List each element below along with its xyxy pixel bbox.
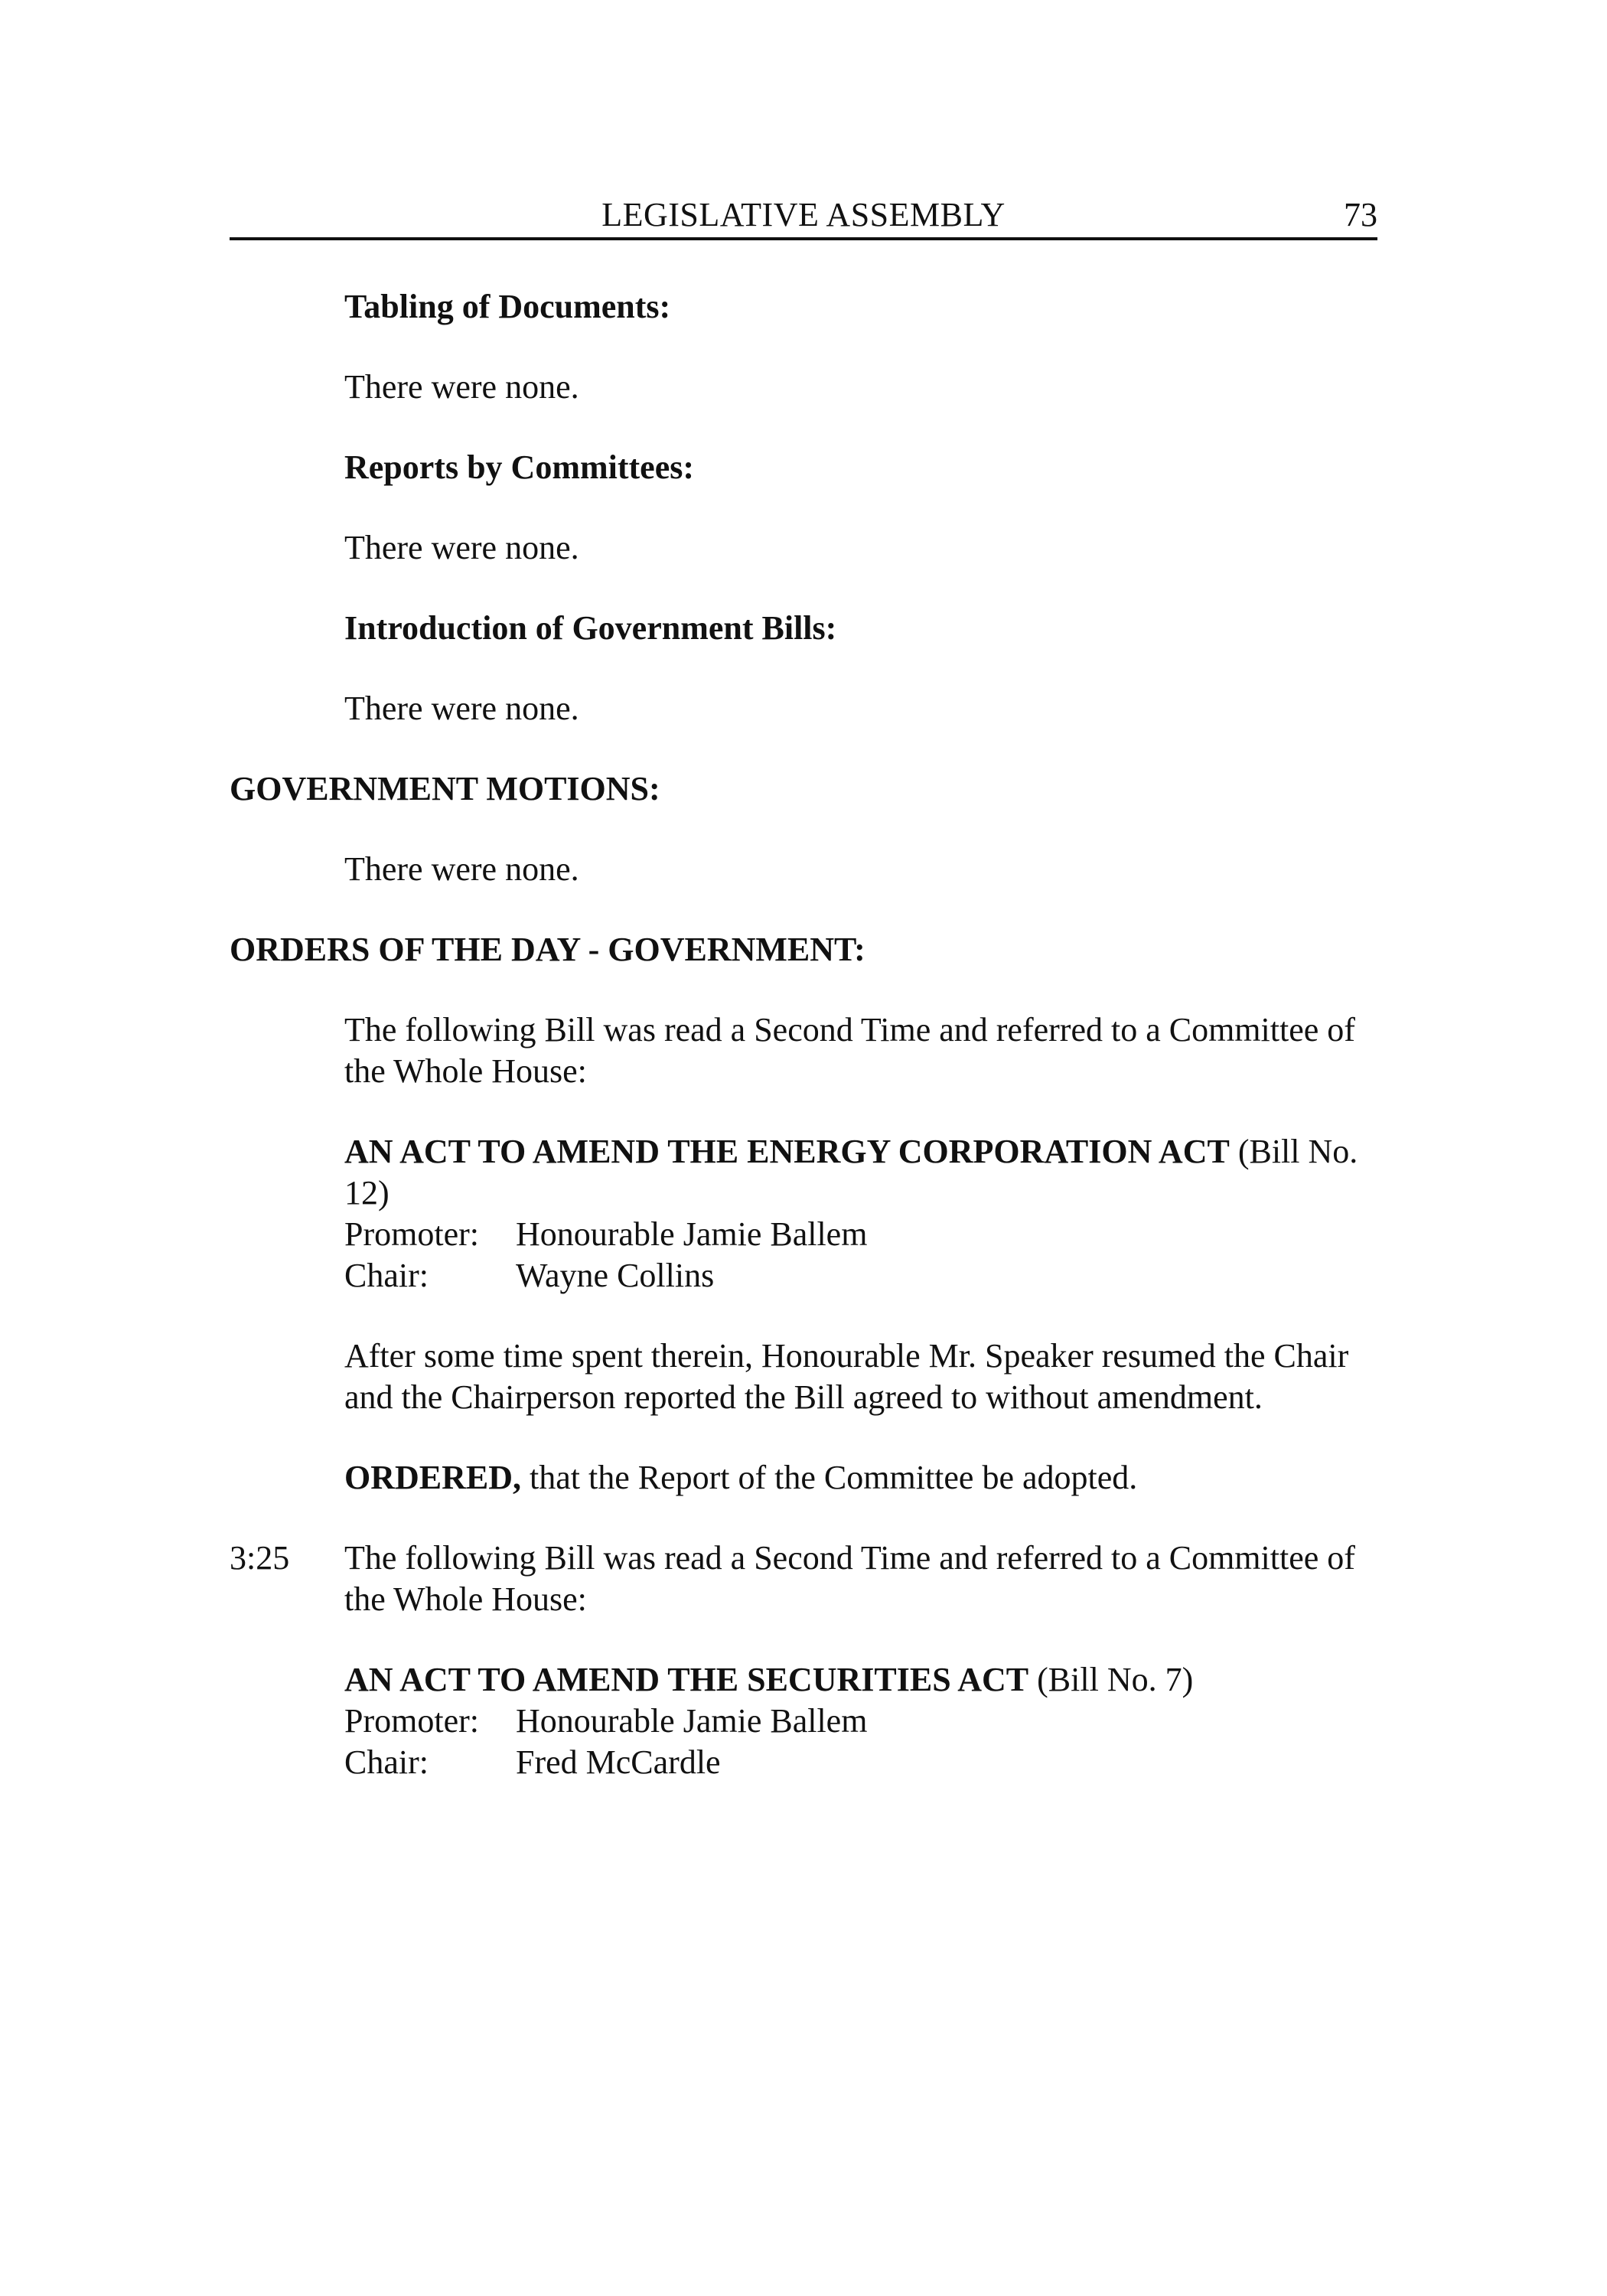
- gov-motions-text: There were none.: [344, 850, 579, 888]
- bill1-chair-row: [344, 1255, 714, 1296]
- orders-para2-line2: the Whole House:: [344, 1580, 587, 1618]
- reports-text: There were none.: [344, 529, 579, 566]
- page-number: 73: [1344, 196, 1377, 233]
- bill2-chair-row: [344, 1742, 721, 1783]
- after-text-line1: After some time spent therein, Honourable Mr. Speaker resumed the Chair: [344, 1337, 1349, 1375]
- ordered-line: [344, 1457, 1137, 1499]
- tabling-heading: Tabling of Documents:: [344, 288, 671, 325]
- bill2-promoter-row: [344, 1701, 867, 1742]
- ordered-text: that the Report of the Committee be adopted.: [521, 1459, 1138, 1496]
- time-stamp: 3:25: [230, 1539, 290, 1577]
- bill2-number: (Bill No. 7): [1028, 1661, 1194, 1698]
- bill2-promoter-label: Promoter:: [344, 1702, 479, 1740]
- bill1-chair-value: Wayne Collins: [516, 1257, 715, 1294]
- bill2-chair-label: Chair:: [344, 1743, 429, 1781]
- bill1-promoter-label: Promoter:: [344, 1215, 479, 1253]
- gov-motions-heading: GOVERNMENT MOTIONS:: [230, 770, 660, 807]
- orders-para2-line1: The following Bill was read a Second Time and referred to a Committee of: [344, 1539, 1355, 1577]
- bill1-title-line: [344, 1131, 1358, 1172]
- bill1-number-a: (Bill No.: [1229, 1133, 1358, 1170]
- after-text-line2: and the Chairperson reported the Bill agreed to without amendment.: [344, 1378, 1263, 1416]
- bill1-number-b: 12): [344, 1174, 390, 1212]
- orders-heading: ORDERS OF THE DAY - GOVERNMENT:: [230, 931, 865, 968]
- tabling-text: There were none.: [344, 368, 579, 406]
- bill2-title-line: [344, 1659, 1193, 1701]
- ordered-keyword: ORDERED,: [344, 1459, 522, 1496]
- header-title: LEGISLATIVE ASSEMBLY: [601, 196, 1006, 233]
- page-header: [230, 193, 1377, 240]
- intro-bills-text: There were none.: [344, 690, 579, 727]
- orders-para1-line2: the Whole House:: [344, 1052, 587, 1090]
- reports-heading: Reports by Committees:: [344, 448, 694, 486]
- intro-bills-heading: Introduction of Government Bills:: [344, 609, 837, 647]
- bill2-title: AN ACT TO AMEND THE SECURITIES ACT: [344, 1661, 1029, 1698]
- bill1-promoter-value: Honourable Jamie Ballem: [516, 1215, 868, 1253]
- bill1-title: AN ACT TO AMEND THE ENERGY CORPORATION ACT: [344, 1133, 1230, 1170]
- bill2-promoter-value: Honourable Jamie Ballem: [516, 1702, 868, 1740]
- bill2-chair-value: Fred McCardle: [516, 1743, 721, 1781]
- orders-para1-line1: The following Bill was read a Second Time and referred to a Committee of: [344, 1011, 1355, 1049]
- bill1-promoter-row: [344, 1214, 867, 1255]
- bill1-chair-label: Chair:: [344, 1257, 429, 1294]
